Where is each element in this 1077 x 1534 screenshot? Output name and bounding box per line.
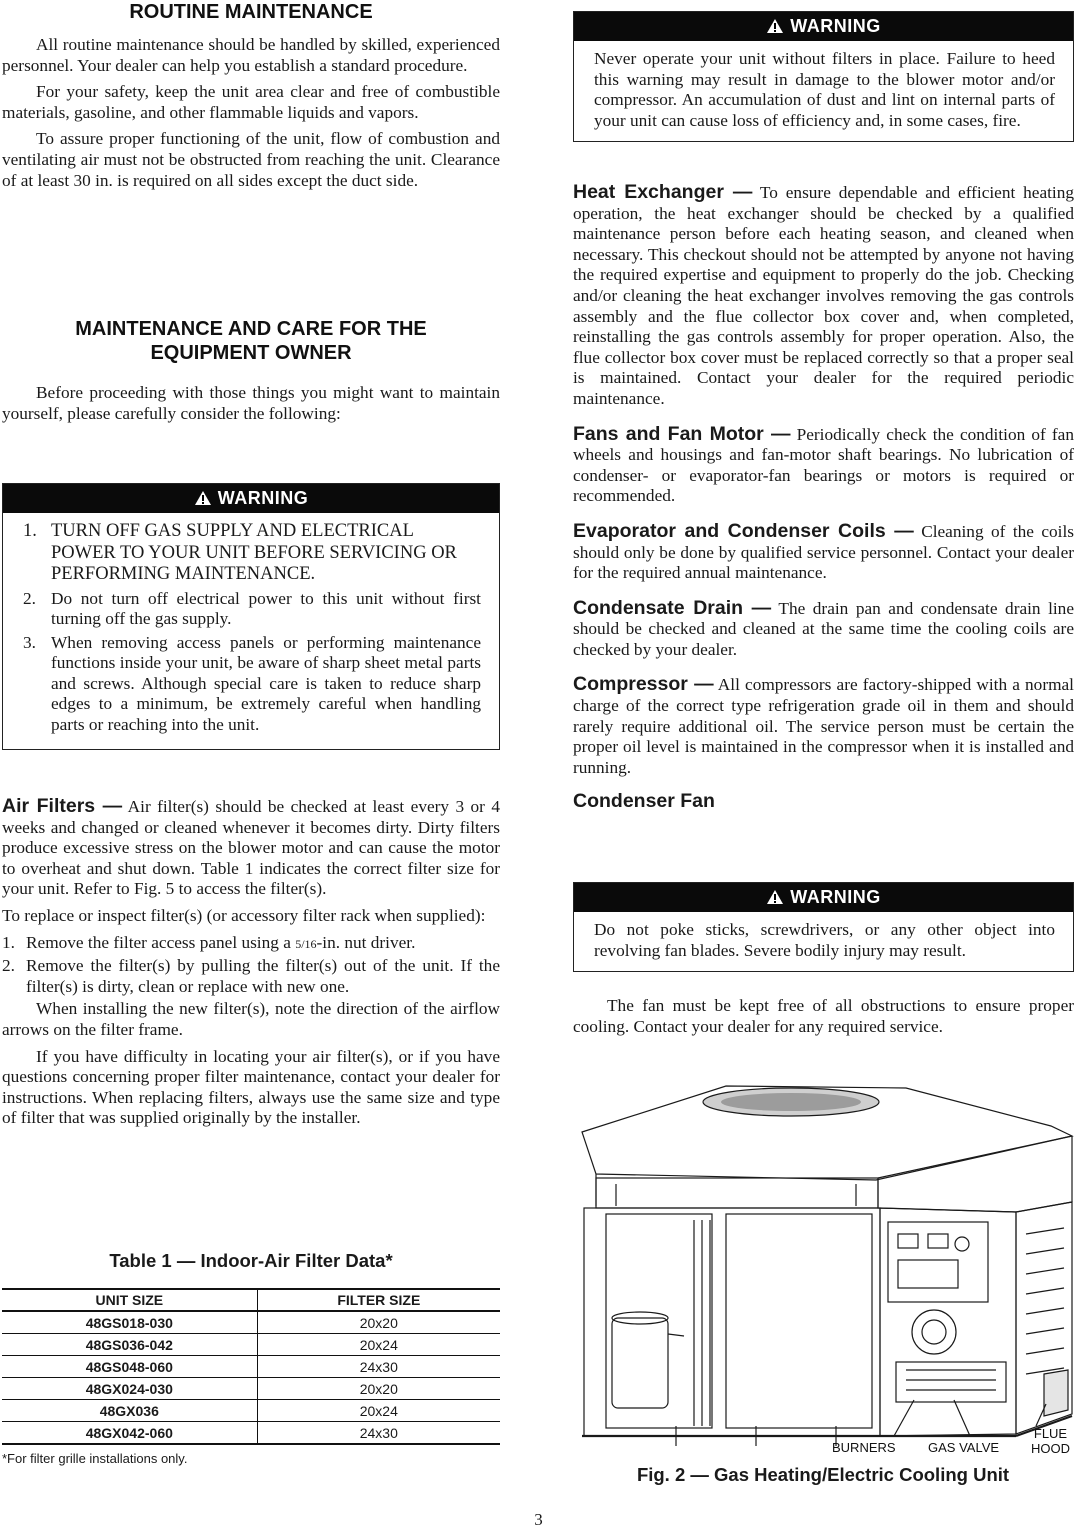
air-filters-text: Air filter(s) should be checked at least every 3 or 4 weeks and changed or cleaned whenever it becomes dirty. Dirty filters produce excessive stress on the blower motor and can cause the motor to overheat and shut down. Table 1 indicates the correct filter size for your unit. Refer to Fig. 5 to access the filter(s). [2,797,500,899]
table-cell: 48GX036 [2,1400,257,1422]
owner-title-line-2: EQUIPMENT OWNER [150,342,352,364]
coils-heading: Evaporator and Condenser Coils — [573,519,914,542]
table-cell: 24x30 [257,1422,500,1445]
unit-illustration [576,1074,1074,1464]
filter-data-table [2,1288,500,1445]
step-number: 1. [2,932,15,952]
warning-label: WARNING [790,887,881,907]
air-filters-heading: Air Filters — [2,795,123,817]
coils-text: Cleaning of the coils should only be done by qualified service personnel. Contact your dealer for the required annual maintenance. [573,521,1075,583]
drain-text: The drain pan and condensate drain line should be checked and cleaned at the same time the cooling coils are checked by your dealer. [573,598,1074,659]
warning-triangle-icon [194,490,212,506]
compressor-heading: Compressor — [573,673,714,696]
owner-title-line-1: MAINTENANCE AND CARE FOR THE [75,318,427,340]
compressor-text: All compressors are factory-shipped with a normal charge of the correct type refrigeration grade oil in them and should rarely require additional oil. The service person must be certain the proper oil level is maintained in the compressor when it is installed and running. [573,675,1074,777]
drain-heading: Condensate Drain — [573,596,772,619]
drain-paragraph [573,598,1074,661]
air-filters-paragraph-2: To replace or inspect filter(s) (or accessory filter rack when supplied): [2,905,486,925]
warning-header [574,883,1073,912]
filter-step [2,956,500,997]
table-cell: 48GX042-060 [2,1422,257,1445]
step-text: Remove the filter access panel using a [26,932,296,952]
routine-maintenance-title: ROUTINE MAINTENANCE [129,1,373,23]
warning-body: Do not poke sticks, screwdrivers, or any other object into revolving fan blades. Severe bodily injury may result. [594,920,1055,960]
owner-section-title [2,317,500,365]
warning-box-filters [573,11,1074,142]
hvac-unit-drawing [576,1074,1074,1464]
item-number: 2. [23,588,36,608]
warning-list [23,521,481,736]
burners-label: BURNERS [832,1440,896,1455]
compressor-paragraph [573,674,1074,778]
table-row [2,1311,500,1334]
condenser-fan-heading: Condenser Fan [573,790,715,813]
table-row [2,1422,500,1445]
page-number: 3 [534,1510,543,1529]
warning-item [23,589,481,630]
warning-triangle-icon [766,18,784,34]
filter-steps [2,933,500,998]
flue-label-line-1: FLUE [1033,1426,1068,1441]
warning-item [23,521,481,586]
air-filters-paragraph-3: When installing the new filter(s), note the direction of the airflow arrows on the filter frame. [2,999,500,1039]
table-row [2,1378,500,1400]
table-cell: 48GX024-030 [2,1378,257,1400]
table-row [2,1400,500,1422]
routine-paragraph-3: To assure proper functioning of the unit, flow of combustion and ventilating air must not be obstructed from reaching the unit. Clearance of at least 30 in. is required on all sides except the duct side. [2,129,500,190]
heat-exchanger-paragraph [573,182,1074,410]
table-cell: 20x24 [257,1400,500,1422]
table-row [2,1356,500,1378]
warning-triangle-icon [766,889,784,905]
air-filters-paragraph-1 [2,796,500,900]
warning-body [3,513,499,749]
table-cell: 48GS018-030 [2,1311,257,1334]
item-text: When removing access panels or performing maintenance functions inside your unit, be aware of sharp sheet metal parts and screws. Although special care is taken to reduce sharp edges to a minimum, be extremely careful when handling parts or reaching into the unit. [51,632,481,735]
warning-label: WARNING [790,16,881,36]
routine-paragraph-1: All routine maintenance should be handled by skilled, experienced personnel. Your dealer can help you establish a standard procedure. [2,35,500,75]
fraction: 5/16 [295,936,317,951]
condenser-fan-paragraph: The fan must be kept free of all obstructions to ensure proper cooling. Contact your dealer for any required service. [573,996,1074,1036]
warning-header [574,12,1073,41]
table-cell: 48GS048-060 [2,1356,257,1378]
fans-text: Periodically check the condition of fan wheels and housings and fan-motor shaft bearings. No lubrication of condenser- or evaporator-fan bearings or motors is required or recommended. [573,424,1074,506]
item-text: Do not turn off electrical power to this unit without first turning off the gas supply. [51,588,481,629]
table-title: Table 1 — Indoor-Air Filter Data* [109,1250,393,1271]
fans-heading: Fans and Fan Motor — [573,422,791,445]
item-number: 1. [23,521,37,541]
step-text: Remove the filter(s) by pulling the filter(s) out of the unit. If the filter(s) is dirty, clean or replace with new one. [26,956,500,996]
warning-box-power [2,483,500,750]
table-row [2,1334,500,1356]
heat-exchanger-heading: Heat Exchanger — [573,181,753,203]
item-number: 3. [23,632,36,652]
warning-body: Never operate your unit without filters in place. Failure to heed this warning may result in damage to the blower motor and/or compressor. An accumulation of dust and lint on internal parts of your unit can cause loss of efficiency and, in some cases, fire. [594,49,1055,130]
filter-table-block [2,1250,500,1466]
table-header-row [2,1289,500,1311]
gas-valve-label: GAS VALVE [928,1440,1000,1455]
column-header: FILTER SIZE [257,1289,500,1311]
table-footnote: *For filter grille installations only. [2,1451,188,1466]
table-cell: 20x20 [257,1311,500,1334]
coils-paragraph [573,521,1074,584]
table-cell: 24x30 [257,1356,500,1378]
warning-item [23,633,481,736]
table-cell: 20x24 [257,1334,500,1356]
fans-paragraph [573,424,1074,507]
flue-label-line-2: HOOD [1031,1441,1070,1456]
air-filters-paragraph-4: If you have difficulty in locating your air filter(s), or if you have questions concerning proper filter maintenance, contact your dealer for instructions. When replacing filters, always use the same size and type of filter that was supplied originally by the installer. [2,1046,500,1128]
warning-box-fan [573,882,1074,972]
flue-hood-label [1031,1426,1070,1456]
filter-step [2,933,500,955]
warning-header [3,484,499,513]
routine-paragraph-2: For your safety, keep the unit area clear and free of combustible materials, gasoline, and other flammable liquids and vapors. [2,82,500,122]
column-header: UNIT SIZE [2,1289,257,1311]
heat-exchanger-text: To ensure dependable and efficient heating operation, the heat exchanger should be checked by a qualified maintenance person before each heating season, and cleaned when necessary. This checkout should not be attempted by anyone not having the required expertise and equipment to properly do the job. Checking and/or cleaning the heat exchanger involves removing the gas controls assembly and the flue collector box cover and, when completed, reinstalling the gas controls assembly for proper operation. Also, the flue collector box cover must be replaced correctly so that a proper seal is maintained. Contact your dealer for the required periodic maintenance. [573,183,1075,408]
table-cell: 48GS036-042 [2,1334,257,1356]
warning-label: WARNING [217,488,309,508]
step-number: 2. [2,956,15,976]
item-text: TURN OFF GAS SUPPLY AND ELECTRICAL POWER TO YOUR UNIT BEFORE SERVICING OR PERFORMING MAINTENANCE. [51,521,457,584]
table-cell: 20x20 [257,1378,500,1400]
figure-caption: Fig. 2 — Gas Heating/Electric Cooling Unit [636,1464,1010,1485]
owner-paragraph: Before proceeding with those things you might want to maintain yourself, please carefully consider the following: [2,383,500,423]
step-text: -in. nut driver. [316,932,416,952]
